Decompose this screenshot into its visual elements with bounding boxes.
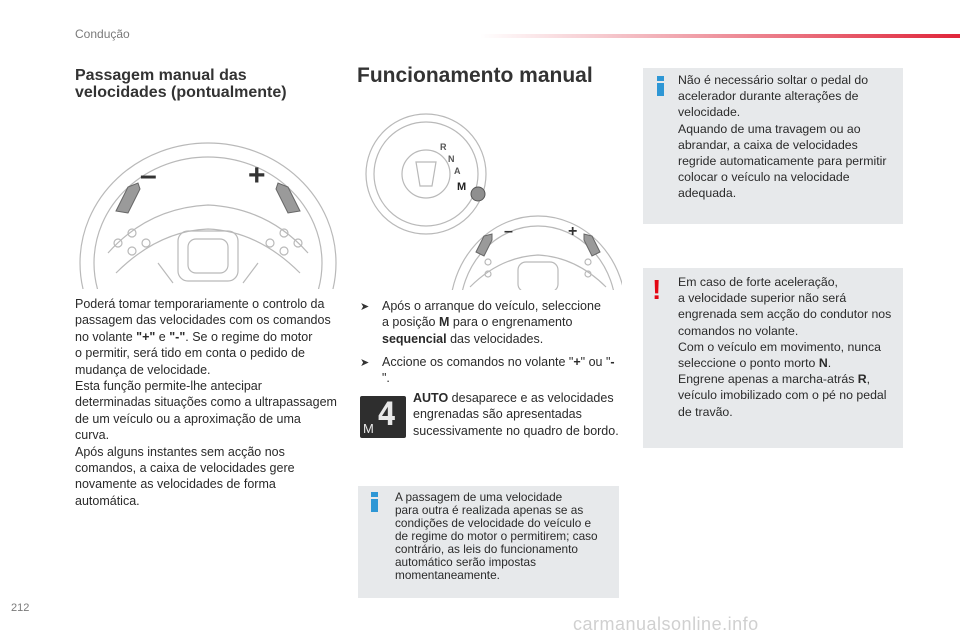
instruction-bullet-1: ➤ Após o arranque do veículo, seleccione a posição M para o engrenamento sequencial das velocidades. [360,299,601,346]
header-rule [480,34,960,38]
selector-letter-r: R [440,142,447,152]
plus-label: + [248,159,266,192]
auto-paragraph: AUTO desaparece e as velocidades engrenadas são apresentadas sucessivamente no quadro de bordo. [413,391,619,438]
bullet-arrow-icon: ➤ [360,357,370,369]
page-number: 212 [11,602,30,614]
minus-label: – [140,159,157,192]
bullet-arrow-icon: ➤ [360,301,370,313]
section-title-manual-operation: Funcionamento manual [357,64,593,87]
selector-letter-m: M [457,181,467,193]
selector-letter-a: A [454,166,461,176]
section-title-manual-shift: Passagem manual das velocidades (pontualmente) [75,67,287,101]
info-box-accelerator: Não é necessário soltar o pedal do acelerador durante alterações de velocidade. Aquando de uma travagem ou ao abrandar, a caixa de velocidades regride automaticamente para permitir colocar o veículo na velocidade adequada. [643,68,903,224]
warning-icon: ! [652,274,662,305]
info-icon [371,492,378,510]
selector-letter-n: N [448,154,455,164]
instruction-bullet-2: ➤ Accione os comandos no volante "+" ou "-". [360,355,615,386]
minus-label-small: – [504,223,513,240]
gear-mode: M [363,421,374,436]
watermark: carmanualsonline.info [573,614,759,634]
section-label: Condução [75,27,130,41]
plus-label-small: + [568,223,578,240]
gear-selector-illustration [360,112,622,290]
warning-box: ! Em caso de forte aceleração, a velocidade superior não será engrenada sem acção do condutor nos comandos no volante. Com o veículo em movimento, nunca seleccione o ponto morto N. Engrene apenas a marcha-atrás R, veículo imobilizado com o pé no pedal de travão. [643,268,903,448]
gear-display-icon [360,396,406,438]
steering-wheel-illustration [78,113,338,291]
info-icon [657,76,664,94]
manual-shift-paragraph: Poderá tomar temporariamente o controlo da passagem das velocidades com os comandos no volante "+" e "-". Se o regime do motor o permitir, será tido em conta o pedido de mudança de velocidade. Esta função permite-lhe antecipar determinadas situações como a ultrapassagem de um veículo ou a aproximação de uma curva. Após alguns instantes sem acção nos comandos, a caixa de velocidades gere novamente as velocidades de forma automática. [75,297,337,508]
gear-number: 4 [377,395,397,433]
info-box-gear-change: A passagem de uma velocidade para outra é realizada apenas se as condições de velocidade do veículo e de regime do motor o permitirem; caso contrário, as leis do funcionamento automático serão impostas momentaneamente. [358,486,619,598]
